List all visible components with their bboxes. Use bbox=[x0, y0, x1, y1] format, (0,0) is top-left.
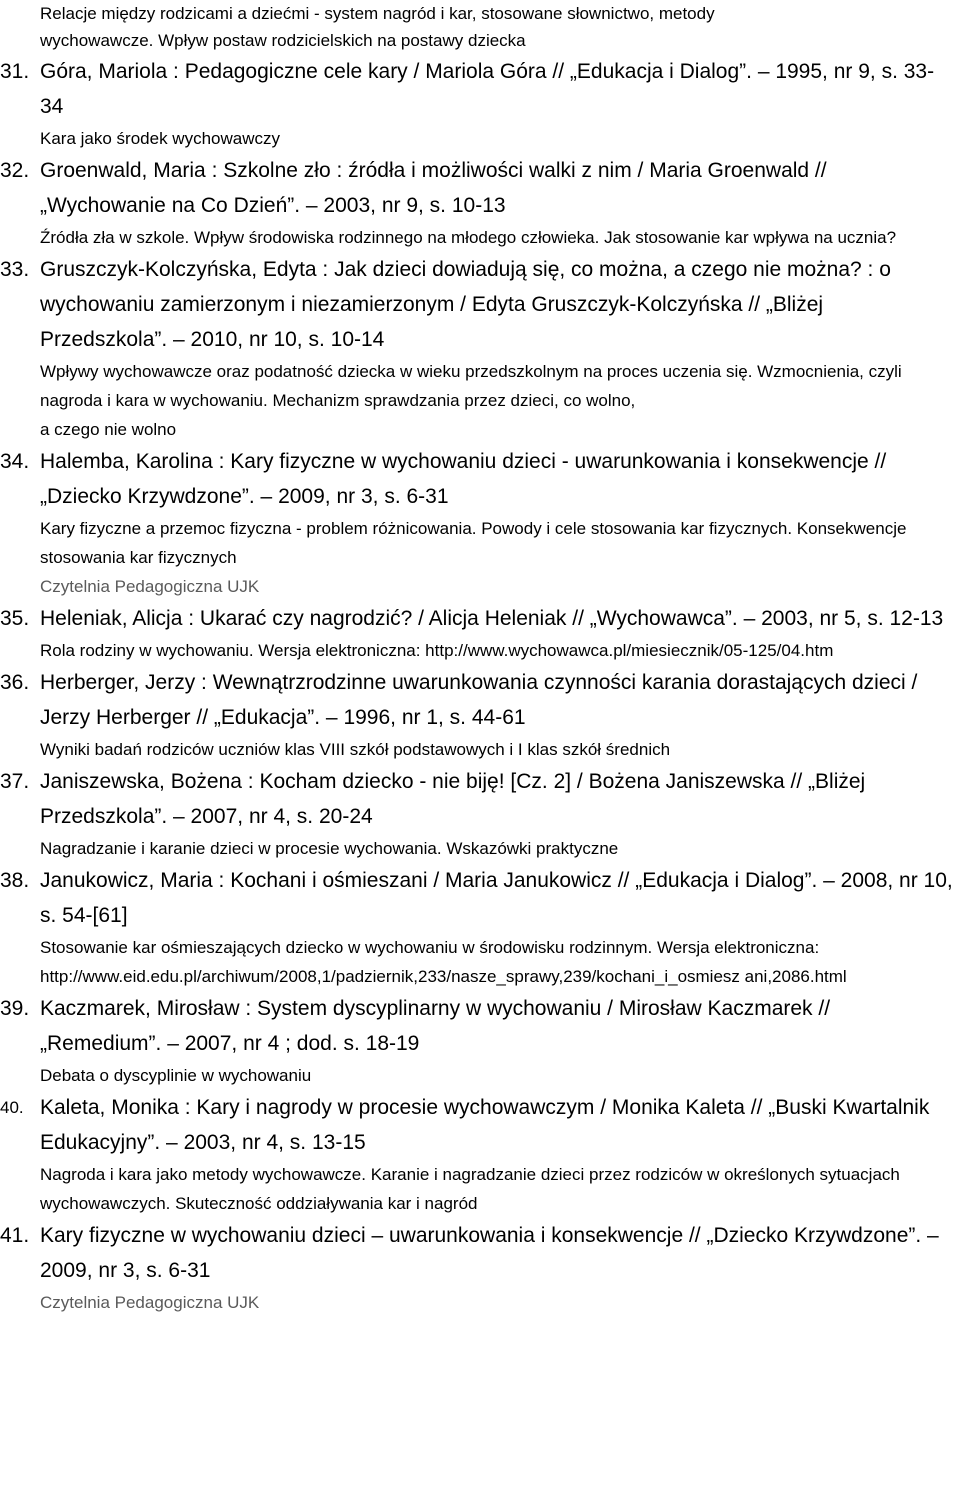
library-location: Czytelnia Pedagogiczna UJK bbox=[40, 577, 260, 596]
intro-line-2: wychowawcze. Wpływ postaw rodzicielskich na postawy dziecka bbox=[40, 31, 526, 50]
bibliography-entry-37 bbox=[0, 764, 955, 863]
entry-title: Kaczmarek, Mirosław : System dyscyplinarny w wychowaniu / Mirosław Kaczmarek // „Remedium”. – 2007, nr 4 ; dod. s. 18-19 bbox=[40, 997, 831, 1055]
entry-annotation-line: Debata o dyscyplinie w wychowaniu bbox=[40, 1066, 312, 1085]
bibliography-entry-41 bbox=[0, 1218, 955, 1317]
entry-annotation-line: Kara jako środek wychowawczy bbox=[40, 129, 280, 148]
entry-annotation bbox=[40, 223, 955, 252]
entry-title: Herberger, Jerzy : Wewnątrzrodzinne uwarunkowania czynności karania dorastających dzieci / Jerzy Herberger // „Edukacja”. – 1996, nr 1, s. 44-61 bbox=[40, 671, 918, 729]
bibliography-entry-32 bbox=[0, 153, 955, 252]
entry-title: Kary fizyczne w wychowaniu dzieci – uwarunkowania i konsekwencje // „Dziecko Krzywdzone”. – 2009, nr 3, s. 6-31 bbox=[40, 1224, 939, 1282]
entry-annotation-line: Rola rodziny w wychowaniu. Wersja elektroniczna: http://www.wychowawca.pl/miesiecznik/05-125/04.htm bbox=[40, 641, 834, 660]
entry-number: 33. bbox=[0, 258, 30, 281]
entry-annotation-line: Stosowanie kar ośmieszających dziecko w wychowaniu w środowisku rodzinnym. Wersja elektroniczna: bbox=[40, 938, 820, 957]
bibliography-entry-36 bbox=[0, 665, 955, 764]
bibliography-entry-31 bbox=[0, 54, 955, 153]
entry-annotation-line: http://www.eid.edu.pl/archiwum/2008,1/padziernik,233/nasze_sprawy,239/kochani_i_osmiesz ani,2086.html bbox=[40, 967, 847, 986]
entry-annotation-line: Kary fizyczne a przemoc fizyczna - problem różnicowania. Powody i cele stosowania kar fizycznych. Konsekwencje stosowania kar fizycznych bbox=[40, 519, 907, 567]
entry-title: Halemba, Karolina : Kary fizyczne w wychowaniu dzieci - uwarunkowania i konsekwencje // „Dziecko Krzywdzone”. – 2009, nr 3, s. 6-31 bbox=[40, 450, 887, 508]
entry-annotation-line: Wpływy wychowawcze oraz podatność dziecka w wieku przedszkolnym na proces uczenia się. Wzmocnienia, czyli nagroda i kara w wychowaniu. Mechanizm sprawdzania przez dzieci, co wolno, bbox=[40, 362, 902, 410]
entry-annotation bbox=[40, 124, 955, 153]
entry-annotation bbox=[40, 357, 955, 444]
entry-title: Kaleta, Monika : Kary i nagrody w procesie wychowawczym / Monika Kaleta // „Buski Kwartalnik Edukacyjny”. – 2003, nr 4, s. 13-15 bbox=[40, 1096, 930, 1154]
entry-annotation bbox=[40, 933, 955, 991]
entry-title: Groenwald, Maria : Szkolne zło : źródła i możliwości walki z nim / Maria Groenwald // „Wychowanie na Co Dzień”. – 2003, nr 9, s. 10-13 bbox=[40, 159, 827, 217]
intro-line-1: Relacje między rodzicami a dziećmi - system nagród i kar, stosowane słownictwo, metody bbox=[40, 4, 715, 23]
entry-annotation-line: Wyniki badań rodziców uczniów klas VIII szkół podstawowych i I klas szkół średnich bbox=[40, 740, 671, 759]
entry-number: 38. bbox=[0, 869, 30, 892]
entry-annotation bbox=[40, 1160, 955, 1218]
entry-title: Janukowicz, Maria : Kochani i ośmieszani / Maria Janukowicz // „Edukacja i Dialog”. – 2008, nr 10, s. 54-[61] bbox=[40, 869, 953, 927]
entry-annotation bbox=[40, 514, 955, 572]
intro-annotation bbox=[40, 0, 940, 54]
entry-number: 41. bbox=[0, 1224, 30, 1247]
bibliography-entry-34 bbox=[0, 444, 955, 601]
entry-annotation-line: Nagroda i kara jako metody wychowawcze. Karanie i nagradzanie dzieci przez rodziców w określonych sytuacjach wychowawczych. Skuteczność oddziaływania kar i nagród bbox=[40, 1165, 900, 1213]
entry-annotation-line: Źródła zła w szkole. Wpływ środowiska rodzinnego na młodego człowieka. Jak stosowanie kar wpływa na ucznia? bbox=[40, 228, 897, 247]
library-location: Czytelnia Pedagogiczna UJK bbox=[40, 1293, 260, 1312]
bibliography-entry-39 bbox=[0, 991, 955, 1090]
entry-title: Góra, Mariola : Pedagogiczne cele kary / Mariola Góra // „Edukacja i Dialog”. – 1995, nr 9, s. 33-34 bbox=[40, 60, 935, 118]
entry-annotation-line: a czego nie wolno bbox=[40, 420, 177, 439]
entry-number: 36. bbox=[0, 671, 30, 694]
entry-number: 37. bbox=[0, 770, 30, 793]
entry-title: Janiszewska, Bożena : Kocham dziecko - nie biję! [Cz. 2] / Bożena Janiszewska // „Bliżej Przedszkola”. – 2007, nr 4, s. 20-24 bbox=[40, 770, 866, 828]
bibliography-entry-40 bbox=[0, 1090, 955, 1218]
entry-annotation bbox=[40, 1061, 955, 1090]
entry-annotation bbox=[40, 636, 955, 665]
entry-title: Gruszczyk-Kolczyńska, Edyta : Jak dzieci dowiadują się, co można, a czego nie można? : o wychowaniu zamierzonym i niezamierzonym / Edyta Gruszczyk-Kolczyńska // „Bliżej Przedszkola”. – 2010, nr 10, s. 10-14 bbox=[40, 258, 891, 351]
entry-number: 39. bbox=[0, 997, 30, 1020]
entry-number: 34. bbox=[0, 450, 30, 473]
entry-number: 31. bbox=[0, 60, 30, 83]
bibliography-entry-35 bbox=[0, 601, 955, 665]
entry-number: 35. bbox=[0, 607, 30, 630]
entry-title: Heleniak, Alicja : Ukarać czy nagrodzić? / Alicja Heleniak // „Wychowawca”. – 2003, nr 5, s. 12-13 bbox=[40, 607, 944, 630]
bibliography-entry-38 bbox=[0, 863, 955, 991]
bibliography-entry-33 bbox=[0, 252, 955, 444]
entry-annotation bbox=[40, 735, 955, 764]
entry-number: 32. bbox=[0, 159, 30, 182]
entry-annotation-line: Nagradzanie i karanie dzieci w procesie wychowania. Wskazówki praktyczne bbox=[40, 839, 619, 858]
entry-annotation bbox=[40, 834, 955, 863]
entry-number: 40. bbox=[0, 1098, 24, 1117]
